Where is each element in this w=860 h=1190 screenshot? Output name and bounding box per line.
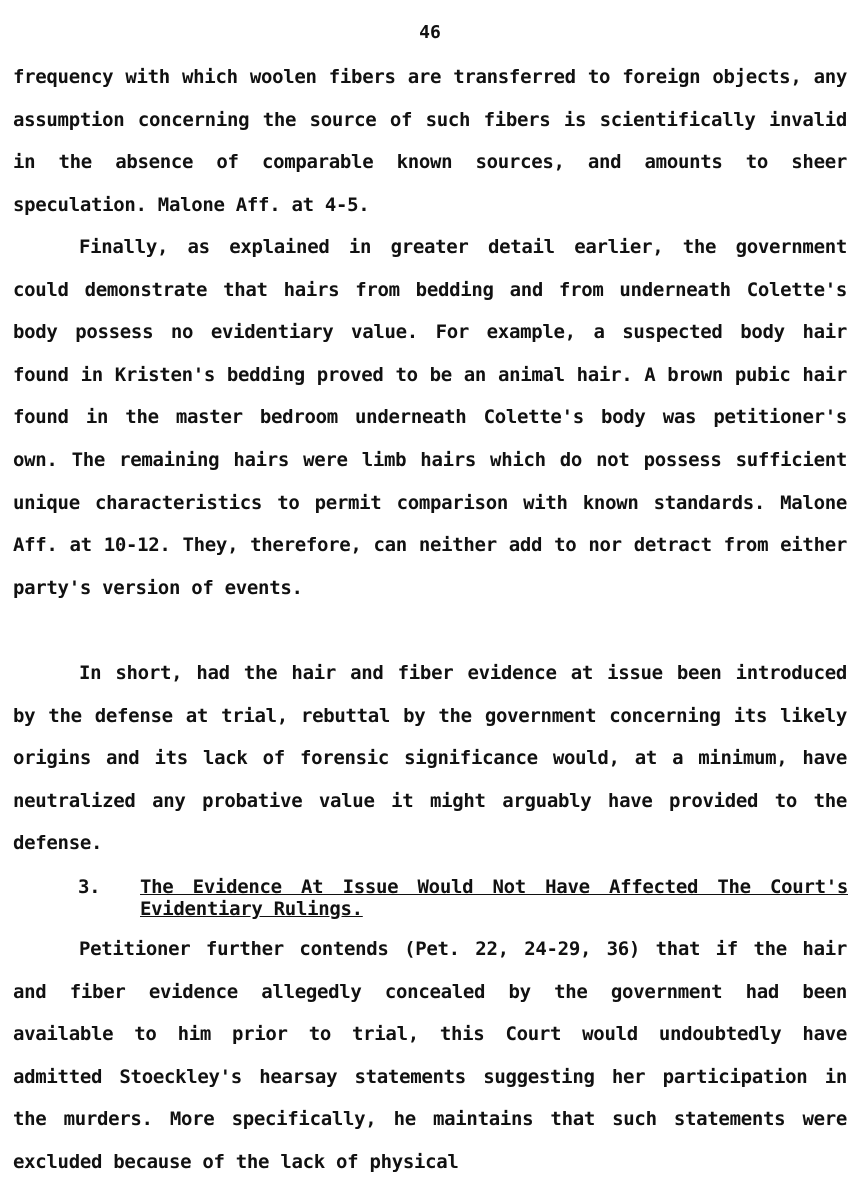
section-number: 3. <box>78 876 101 898</box>
paragraph-in-short: In short, had the hair and fiber evidence at issue been introduced by the defense at trial, rebuttal by the government concerning its likely origins and its lack of forensic significance would, at a minimum, have neutralized any probative value it might arguably have provided to the defense. <box>13 662 847 855</box>
paragraph-petitioner: Petitioner further contends (Pet. 22, 24-29, 36) that if the hair and fiber evidence allegedly concealed by the government had been available to him prior to trial, this Court would undoubtedly have admitted Stoeckley's hearsay statements suggesting her participation in the murders. More specifically, he maintains that such statements were excluded because of the lack of physical <box>13 938 847 1173</box>
paragraph-finally: Finally, as explained in greater detail earlier, the government could demonstrate that hairs from bedding and from underneath Colette's body possess no evidentiary value. For example, a suspected body hair found in Kristen's bedding proved to be an animal hair. A brown pubic hair found in the master bedroom underneath Colette's body was petitioner's own. The remaining hairs were limb hairs which do not possess sufficient unique characteristics to permit comparison with known standards. Malone Aff. at 10-12. They, therefore, can neither add to nor detract from either party's version of events. <box>13 236 847 599</box>
paragraph-continuation: frequency with which woolen fibers are transferred to foreign objects, any assumption concerning the source of such fibers is scientifically invalid in the absence of comparable known sources, and amounts to sheer speculation. Malone Aff. at 4-5. <box>13 66 847 216</box>
page-number: 46 <box>419 22 441 43</box>
section-title: The Evidence At Issue Would Not Have Affected The Court's Evidentiary Rulings. <box>140 876 848 920</box>
